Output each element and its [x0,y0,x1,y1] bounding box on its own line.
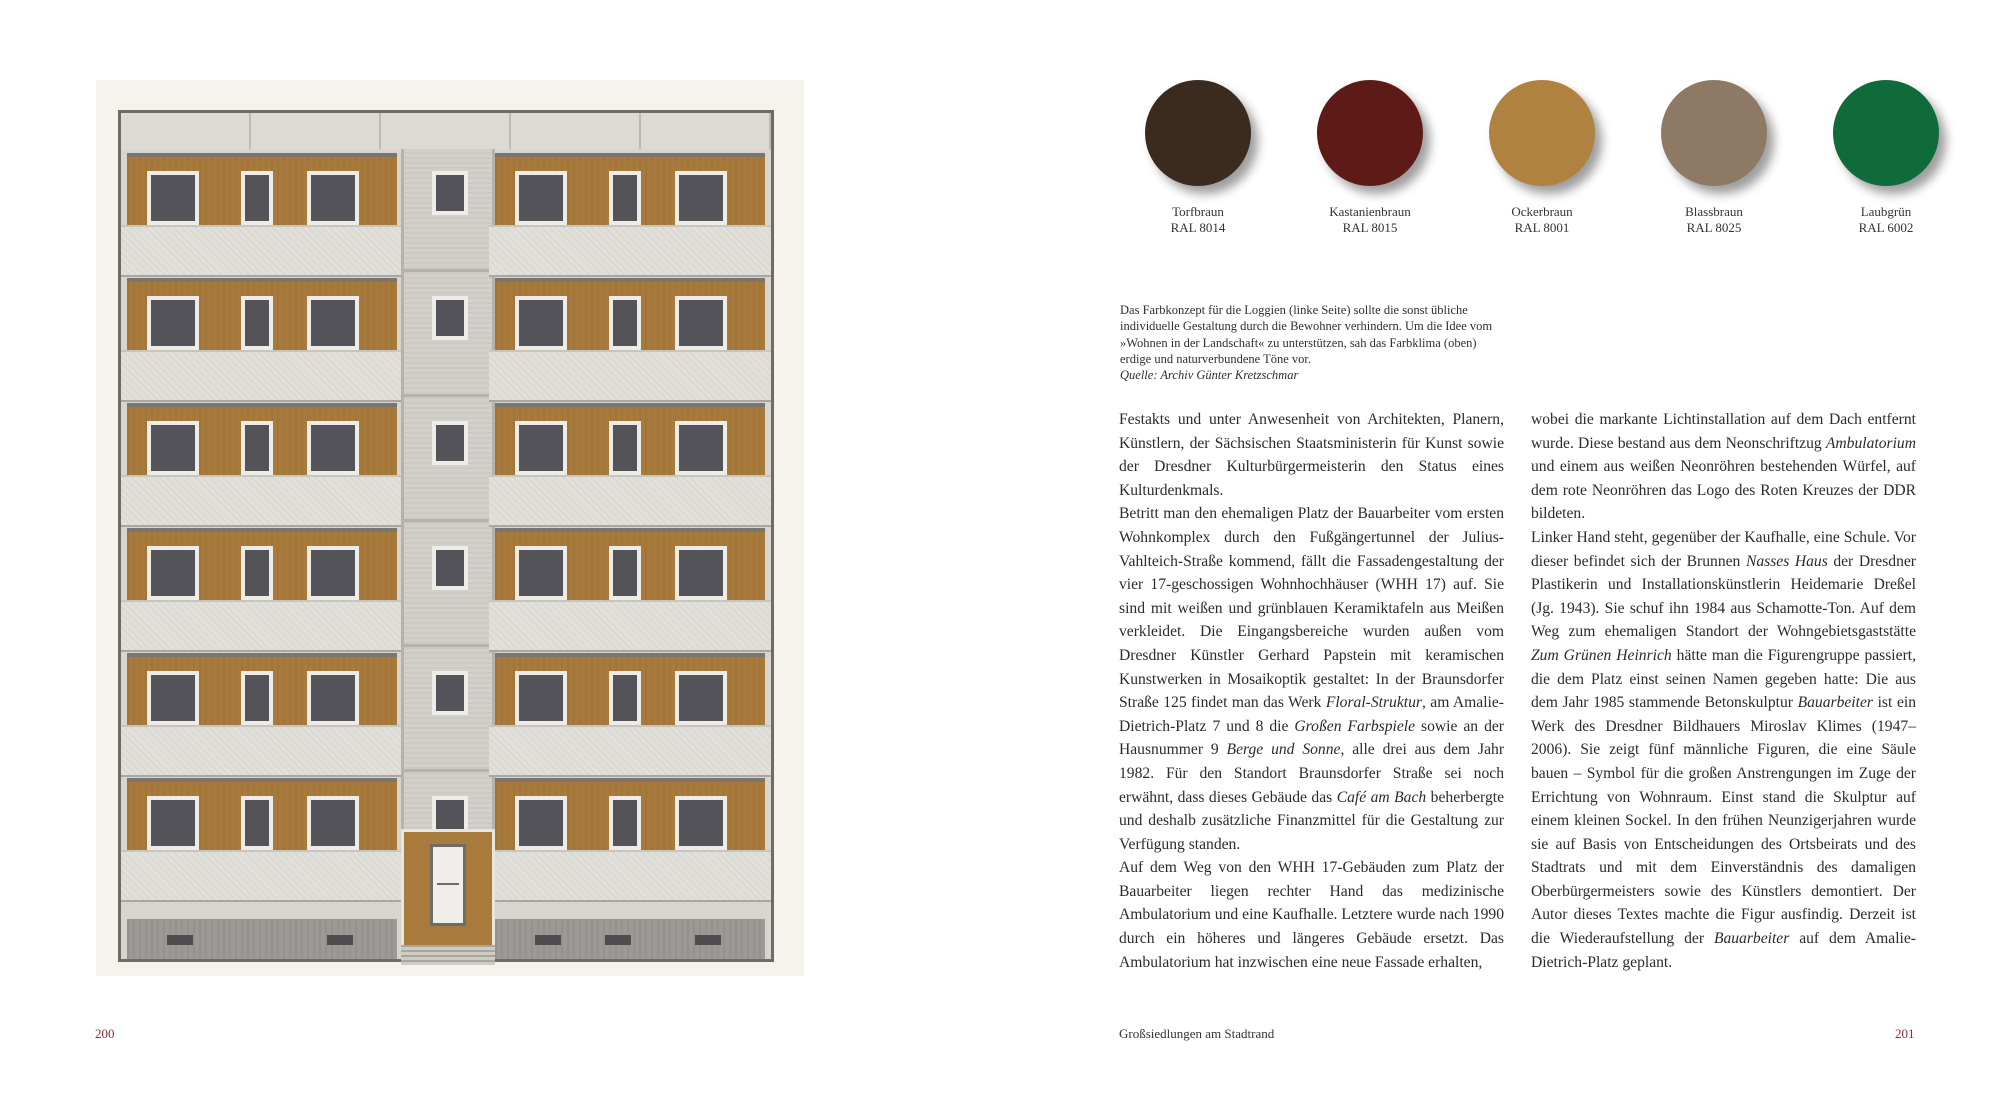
swatch-ockerbraun [1456,80,1628,236]
window [147,171,199,225]
entrance [401,829,495,949]
running-head: Großsiedlungen am Stadtrand [1119,1026,1275,1041]
stairwell-band [404,769,492,772]
caption-text: Das Farbkonzept für die Loggien (linke Seite) sollte die sonst übliche individuelle Gestaltung durch die Bewohner verhindern. Um die Idee vom »Wohnen in der Landschaft« zu unterstützen, sah das Farbklima (oben) erdige und naturverbundene Töne vor. [1120,303,1493,366]
window [307,546,359,600]
balcony-door [241,796,273,850]
loggia [127,278,397,354]
stairwell-band [404,269,492,272]
balcony-parapet [121,475,403,527]
page-number-right: 201 [1895,1026,1915,1041]
swatch-circle [1145,80,1251,186]
window [307,296,359,350]
window [515,671,567,725]
paragraph: Festakts und unter Anwesenheit von Architekten, Planern, Künstlern, der Sächsischen Staatsministerin für Kunst sowie der Dresdner Kulturbürgermeisterin den Status eines Kulturdenkmals. [1119,411,1504,499]
loggia [495,153,765,229]
balcony-parapet [489,350,771,402]
balcony-parapet [121,225,403,277]
window [147,421,199,475]
swatch-code: RAL 8014 [1170,220,1226,235]
roof-parapet [121,113,771,149]
balcony-parapet [489,725,771,777]
loggia-storey [495,149,765,274]
window [675,421,727,475]
loggia-storey [127,274,397,399]
window [147,671,199,725]
balcony-door [609,546,641,600]
window [147,296,199,350]
caption-source: Quelle: Archiv Günter Kretzschmar [1120,368,1299,383]
balcony-door [241,671,273,725]
color-swatches [1112,80,1952,250]
loggia-storey [127,524,397,649]
balcony-parapet [121,850,403,902]
balcony-door [609,671,641,725]
swatch-code: RAL 8015 [1342,220,1398,235]
swatch-torfbraun [1112,80,1284,236]
window [307,796,359,850]
loggia-storey [495,524,765,649]
balcony-door [609,296,641,350]
window [307,171,359,225]
right-wing-loggias [495,149,765,899]
plinth-right [495,919,765,959]
paragraph: Betritt man den ehemaligen Platz der Bauarbeiter vom ersten Wohnkomplex durch den Fußgängertunnel der Julius-Vahlteich-Straße kommend, fällt die Fassadengestaltung der vier 17-geschossigen Wohnhochhäuser (WHH 17) auf. Sie sind mit weißen und grünblauen Keramiktafeln aus Meißen verkleidet. Die Eingangsbereiche wurden außen vom Dresdner Künstler Gerhard Papstein mit keramischen Kunstwerken in Mosaikoptik gestaltet: In der Braunsdorfer Straße 125 findet man das Werk Floral-Struktur, am Amalie-Dietrich-Platz 7 und 8 die Großen Farbspiele sowie an der Hausnummer 9 Berge und Sonne, alle drei aus dem Jahr 1982. Für den Standort Braunsdorfer Straße sei noch erwähnt, dass dieses Gebäude das Café am Bach beherbergte und deshalb zusätzliche Finanzmittel für die Gestaltung zur Verfügung standen. [1119,505,1505,853]
window [515,296,567,350]
loggia-storey [127,149,397,274]
loggia [495,528,765,604]
entrance-door [430,844,466,926]
loggia-storey [127,649,397,774]
loggia-storey [495,774,765,899]
right-page [1000,0,2000,1095]
entrance-steps [401,945,495,965]
plinth-left [127,919,397,959]
loggia [127,403,397,479]
window [515,171,567,225]
stairwell-window [432,421,468,465]
stairwell-window [432,546,468,590]
loggia [127,653,397,729]
balcony-parapet [489,475,771,527]
body-column-1 [1119,408,1504,974]
page-number-left: 200 [95,1026,115,1041]
window [675,671,727,725]
facade-illustration [118,110,774,962]
swatch-kastanienbraun [1284,80,1456,236]
swatch-name: Laubgrün [1860,204,1912,219]
window [307,671,359,725]
paragraph: Auf dem Weg von den WHH 17-Gebäuden zum Platz der Bauarbeiter liegen rechter Hand das medizinische Ambulatorium und eine Kaufhalle. Letztere wurde nach 1990 durch ein höheres und längeres Gebäude ersetzt. Das Ambulatorium hat inzwischen eine neue Fassade erhalten, [1119,859,1504,971]
balcony-door [609,796,641,850]
balcony-door [241,421,273,475]
stairwell-window [432,171,468,215]
loggia-storey [495,649,765,774]
balcony-door [241,296,273,350]
window [675,796,727,850]
loggia-storey [495,274,765,399]
window [675,296,727,350]
loggia-storey [495,399,765,524]
swatch-name: Kastanienbraun [1329,204,1411,219]
window [515,796,567,850]
swatch-code: RAL 6002 [1858,220,1914,235]
balcony-parapet [121,600,403,652]
stairwell-window [432,296,468,340]
left-wing-loggias [127,149,397,899]
stairwell [401,149,495,929]
balcony-door [241,171,273,225]
swatch-name: Torfbraun [1172,204,1224,219]
window [307,421,359,475]
loggia [495,403,765,479]
swatch-circle [1661,80,1767,186]
paragraph: Linker Hand steht, gegenüber der Kaufhalle, eine Schule. Vor dieser befindet sich der Brunnen Nasses Haus der Dresdner Plastikerin und Installationskünstlerin Heidemarie Dreßel (Jg. 1943). Sie schuf ihn 1984 aus Schamotte-Ton. Auf dem Weg zum ehemaligen Standort der Wohngebietsgaststätte Zum Grünen Heinrich hätte man die Figurengruppe passiert, die dem Platz einst seinen Namen gegeben hatte: Die aus dem Jahr 1985 stammende Betonskulptur Bauarbeiter ist ein Werk des Dresdner Bildhauers Miroslav Klimes (1947–2006). Sie zeigt fünf männliche Figuren, die eine Säule bauen – Symbol für die großen Anstrengungen im Zuge der Errichtung von Wohnraum. Einst stand die Skulptur auf einem kleinen Sockel. In den frühen Neunzigerjahren wurde sie auf Basis von Entscheidungen des Ortsbeirats und des Stadtrats und mit dem Einverständnis des damaligen Oberbürgermeisters sowie des Künstlers demontiert. Der Autor dieses Textes machte die Figur ausfindig. Derzeit ist die Wiederaufstellung der Bauarbeiter auf dem Amalie-Dietrich-Platz geplant. [1531,528,1916,971]
window [515,546,567,600]
swatch-circle [1833,80,1939,186]
balcony-door [609,171,641,225]
stairwell-band [404,519,492,522]
window [147,796,199,850]
balcony-parapet [489,600,771,652]
swatch-code: RAL 8001 [1514,220,1570,235]
stairwell-band [404,394,492,397]
figure-caption [1120,302,1510,383]
paragraph: wobei die markante Lichtinstallation auf dem Dach entfernt wurde. Diese bestand aus dem Neonschriftzug Ambulatorium und einem aus weißen Neonröhren bestehenden Würfel, auf dem rote Neonröhren das Logo des Roten Kreuzes der DDR bildeten. [1531,411,1916,523]
stairwell-band [404,644,492,647]
balcony-door [609,421,641,475]
balcony-parapet [489,225,771,277]
balcony-parapet [489,850,771,902]
window [675,546,727,600]
loggia-storey [127,774,397,899]
loggia [127,778,397,854]
loggia [495,778,765,854]
window [147,546,199,600]
stairwell-window [432,671,468,715]
swatch-name: Ockerbraun [1511,204,1573,219]
window [515,421,567,475]
swatch-laubgruen [1800,80,1972,236]
loggia [127,528,397,604]
loggia-storey [127,399,397,524]
balcony-parapet [121,350,403,402]
loggia [495,653,765,729]
swatch-code: RAL 8025 [1686,220,1742,235]
body-column-2 [1531,408,1916,974]
swatch-name: Blassbraun [1685,204,1743,219]
balcony-door [241,546,273,600]
swatch-circle [1317,80,1423,186]
loggia [127,153,397,229]
window [675,171,727,225]
balcony-parapet [121,725,403,777]
loggia [495,278,765,354]
swatch-blassbraun [1628,80,1800,236]
swatch-circle [1489,80,1595,186]
